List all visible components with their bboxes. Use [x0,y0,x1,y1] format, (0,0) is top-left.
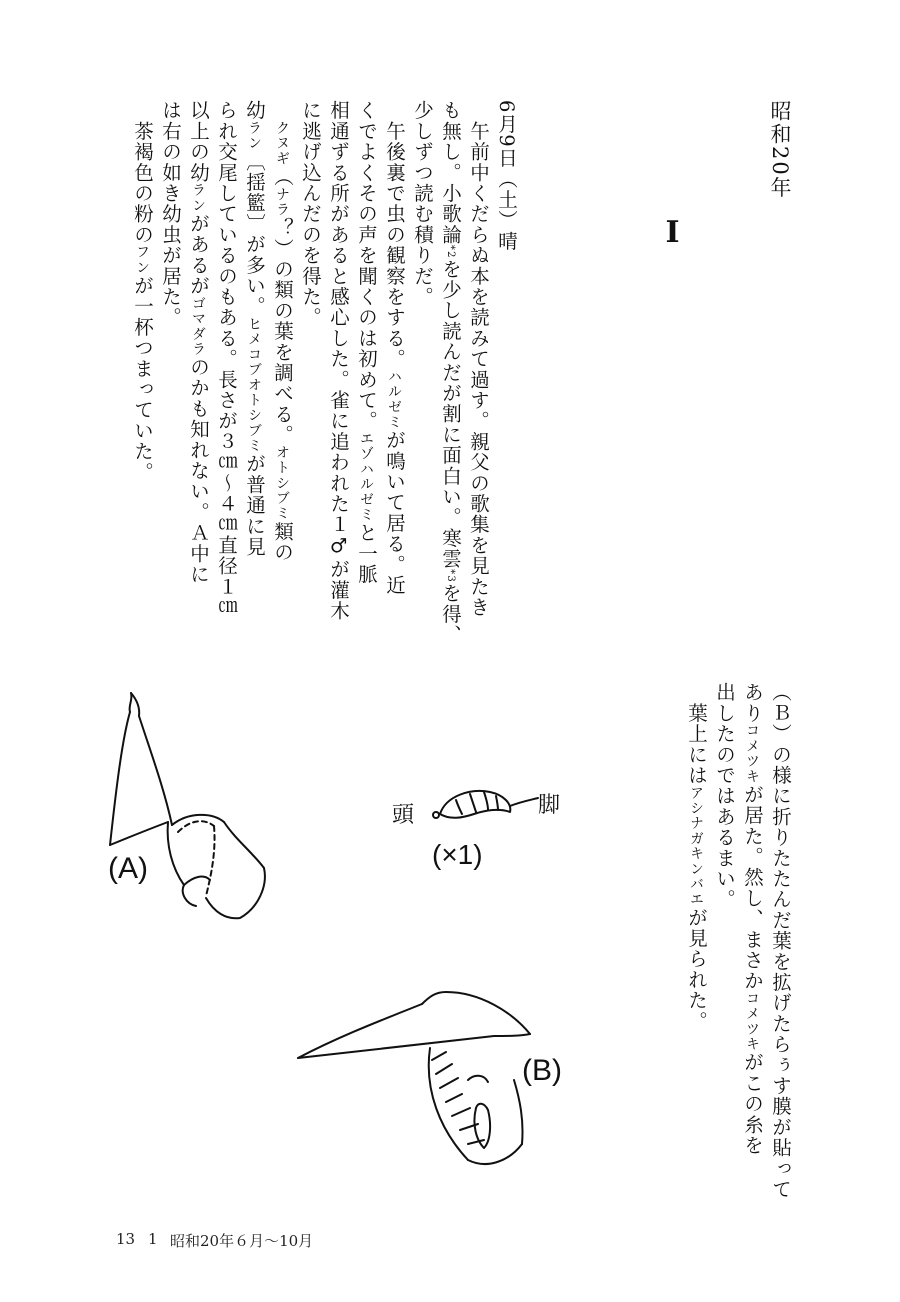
page-footer [116,1230,313,1252]
section-title: 昭和20年６月～10月 [170,1232,314,1250]
era-heading: 昭和20年 [768,100,792,200]
sketch-larva [433,791,538,818]
chapter-numeral: Ⅰ [655,214,690,250]
entry-line: られ交尾しているのもある。長さが３㎝～４㎝直径１㎝ [215,100,238,618]
entry-line: 少しずつ読む積りだ。 [411,100,434,307]
fig-b-label: (B) [522,1054,562,1087]
entry-line: 相通ずる所があると感心した。雀に追われた１♂が灌木 [327,100,350,621]
page-number: 13 [116,1230,136,1248]
entry-line: 出したのではあるまい。 [713,682,736,910]
entry-line: は右の如き幼虫が居た。 [159,100,182,328]
entry-line: ありコメツキが居た。然し、まさかコメツキがこの糸を [741,682,764,1156]
larva-leg-label: 脚 [538,793,561,818]
sketch-fig-b [298,992,530,1164]
entry-date: 6月9日（土）晴 [495,100,518,252]
note-marker: *2 [445,244,456,259]
entry-line: 葉上にはアシナガキンバエが見られた。 [685,682,708,1032]
note-marker: *3 [445,569,456,583]
part-number: 1 [148,1230,158,1248]
entry-line: 以上の幼ランがあるがゴマダラのかも知れない。Ａ中に [187,100,210,585]
entry-line: クヌギ（ナラ？）の類の葉を調べる。オトシブミ類の [271,120,294,563]
entry-line: 午後裏で虫の観察をする。ハルゼミが鳴いて居る。近 [383,100,406,596]
entry-line: 幼ラン〔揺籃〕が多い。ヒメコブオトシブミが普通に見 [243,100,266,558]
larva-head-label: 頭 [392,803,415,828]
entry-line: 茶褐色の粉のフンが一杯つまっていた。 [131,100,154,483]
fig-a-label: (A) [108,852,148,885]
entry-line: くでよくその声を聞くのは初めて。エゾハルゼミと一脈 [355,100,378,585]
larva-scale-label: (×1) [432,839,483,870]
entry-line: に逃げ込んだのを得た。 [299,100,322,328]
entry-line: も無し。小歌論*2を少し読んだが割に面白い。寒雲*3を得、 [439,100,462,646]
entry-line: （Ｂ）の様に折りたたんだ葉を拡げたらぅす膜が貼って [769,682,792,1200]
entry-line: 午前中くだらぬ本を読みて過す。親父の歌集を見たき [467,100,490,618]
